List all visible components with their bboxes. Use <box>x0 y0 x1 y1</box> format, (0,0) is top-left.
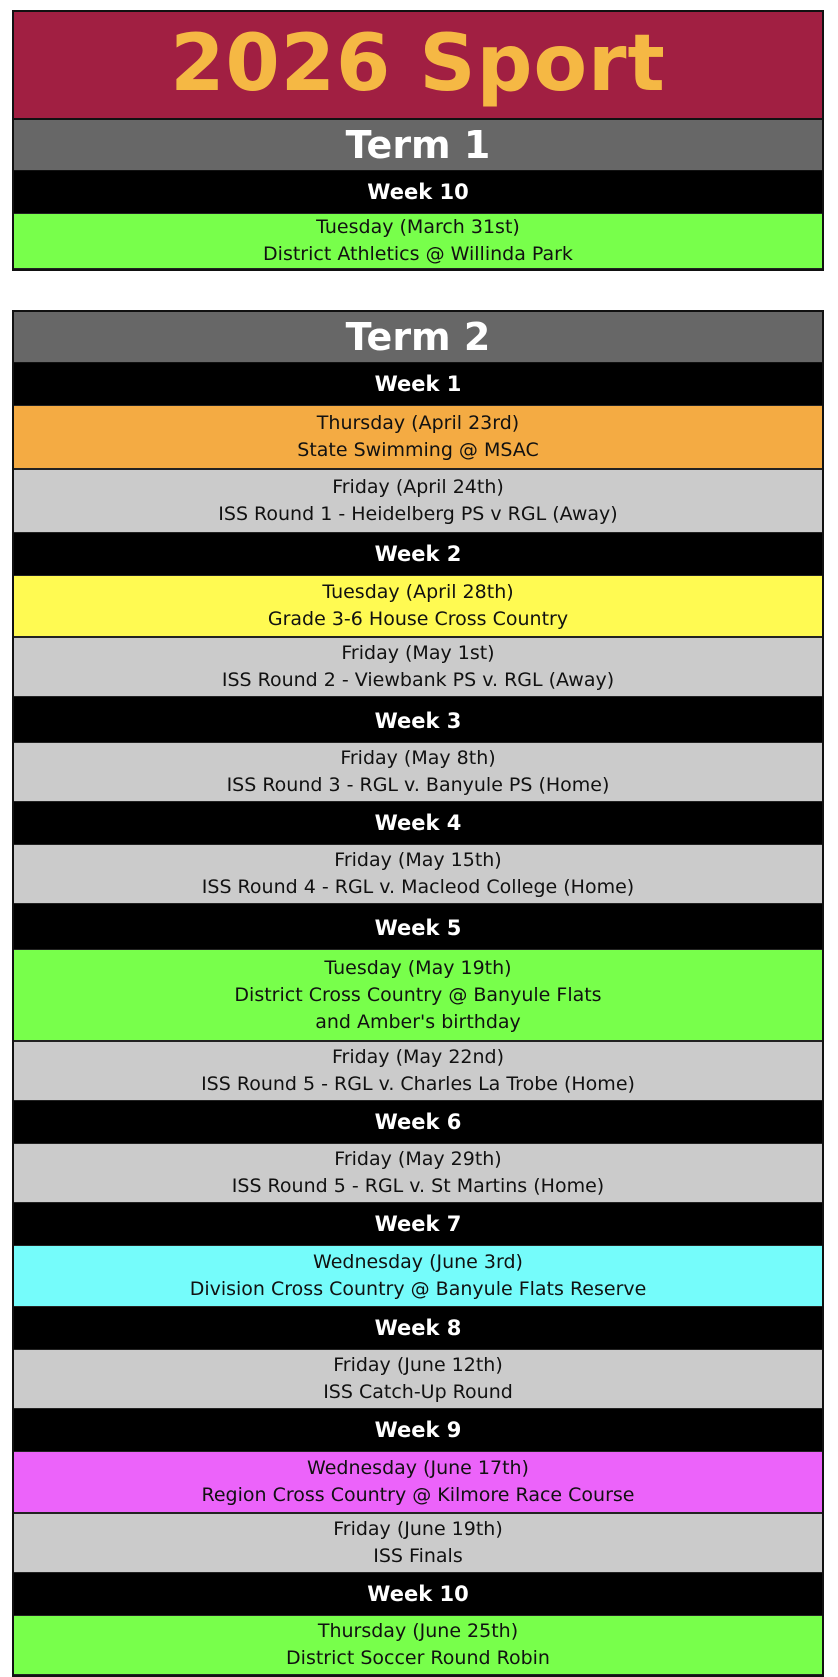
event-row <box>14 1451 822 1513</box>
week-header: Week 4 <box>14 802 822 844</box>
event-description: ISS Round 3 - RGL v. Banyule PS (Home) <box>226 774 610 796</box>
event-date: Friday (May 8th) <box>340 747 496 769</box>
event-row <box>14 1615 822 1675</box>
event-date: Friday (May 1st) <box>341 642 495 664</box>
week-header: Week 7 <box>14 1203 822 1245</box>
event-description: District Athletics @ Willinda Park <box>263 243 573 265</box>
event-row <box>14 405 822 469</box>
event-description: ISS Round 2 - Viewbank PS v. RGL (Away) <box>221 669 615 691</box>
event-date: Friday (May 29th) <box>334 1148 502 1170</box>
event-row <box>14 1349 822 1409</box>
event-description: ISS Round 5 - RGL v. St Martins (Home) <box>231 1175 605 1197</box>
event-description: ISS Finals <box>373 1545 463 1567</box>
week-header: Week 10 <box>14 171 822 213</box>
event-row <box>14 1513 822 1573</box>
week-header: Week 2 <box>14 533 822 575</box>
event-description: Region Cross Country @ Kilmore Race Course <box>201 1484 635 1506</box>
term1-header: Term 1 <box>14 120 822 171</box>
event-row <box>14 213 822 269</box>
event-row <box>14 1041 822 1101</box>
event-description: Division Cross Country @ Banyule Flats Reserve <box>189 1278 647 1300</box>
event-row <box>14 469 822 533</box>
event-row <box>14 575 822 637</box>
event-date: Friday (June 12th) <box>333 1354 503 1376</box>
event-note: and Amber's birthday <box>315 1010 521 1033</box>
event-row <box>14 844 822 904</box>
event-date: Friday (May 15th) <box>334 849 502 871</box>
event-description: ISS Round 4 - RGL v. Macleod College (Home) <box>201 876 635 898</box>
event-description: District Cross Country @ Banyule Flats <box>234 983 602 1006</box>
event-date: Tuesday (May 19th) <box>324 956 512 979</box>
event-description: ISS Catch-Up Round <box>323 1381 513 1403</box>
event-description: ISS Round 1 - Heidelberg PS v RGL (Away) <box>218 503 618 525</box>
event-description: Grade 3-6 House Cross Country <box>267 608 569 630</box>
week-header: Week 8 <box>14 1307 822 1349</box>
event-date: Tuesday (April 28th) <box>322 581 514 603</box>
week-header: Week 5 <box>14 907 822 949</box>
event-date: Friday (April 24th) <box>332 476 504 498</box>
page-title: 2026 Sport <box>14 12 822 120</box>
term1-block <box>12 10 824 271</box>
event-date: Wednesday (June 17th) <box>307 1457 529 1479</box>
event-row <box>14 949 822 1041</box>
event-date: Wednesday (June 3rd) <box>313 1251 523 1273</box>
event-description: State Swimming @ MSAC <box>297 439 539 461</box>
term2-header: Term 2 <box>14 312 822 363</box>
event-date: Tuesday (March 31st) <box>316 216 520 238</box>
event-row <box>14 637 822 697</box>
event-date: Thursday (April 23rd) <box>316 412 520 434</box>
week-header: Week 1 <box>14 363 822 405</box>
event-description: District Soccer Round Robin <box>286 1647 550 1669</box>
event-row <box>14 742 822 802</box>
event-date: Thursday (June 25th) <box>317 1620 519 1642</box>
event-row <box>14 1245 822 1307</box>
event-row <box>14 1143 822 1203</box>
term2-block <box>12 310 824 1677</box>
event-date: Friday (May 22nd) <box>331 1046 505 1068</box>
week-header: Week 6 <box>14 1101 822 1143</box>
week-header: Week 9 <box>14 1409 822 1451</box>
week-header: Week 3 <box>14 700 822 742</box>
week-header: Week 10 <box>14 1573 822 1615</box>
event-date: Friday (June 19th) <box>333 1518 503 1540</box>
event-description: ISS Round 5 - RGL v. Charles La Trobe (Home) <box>201 1073 635 1095</box>
